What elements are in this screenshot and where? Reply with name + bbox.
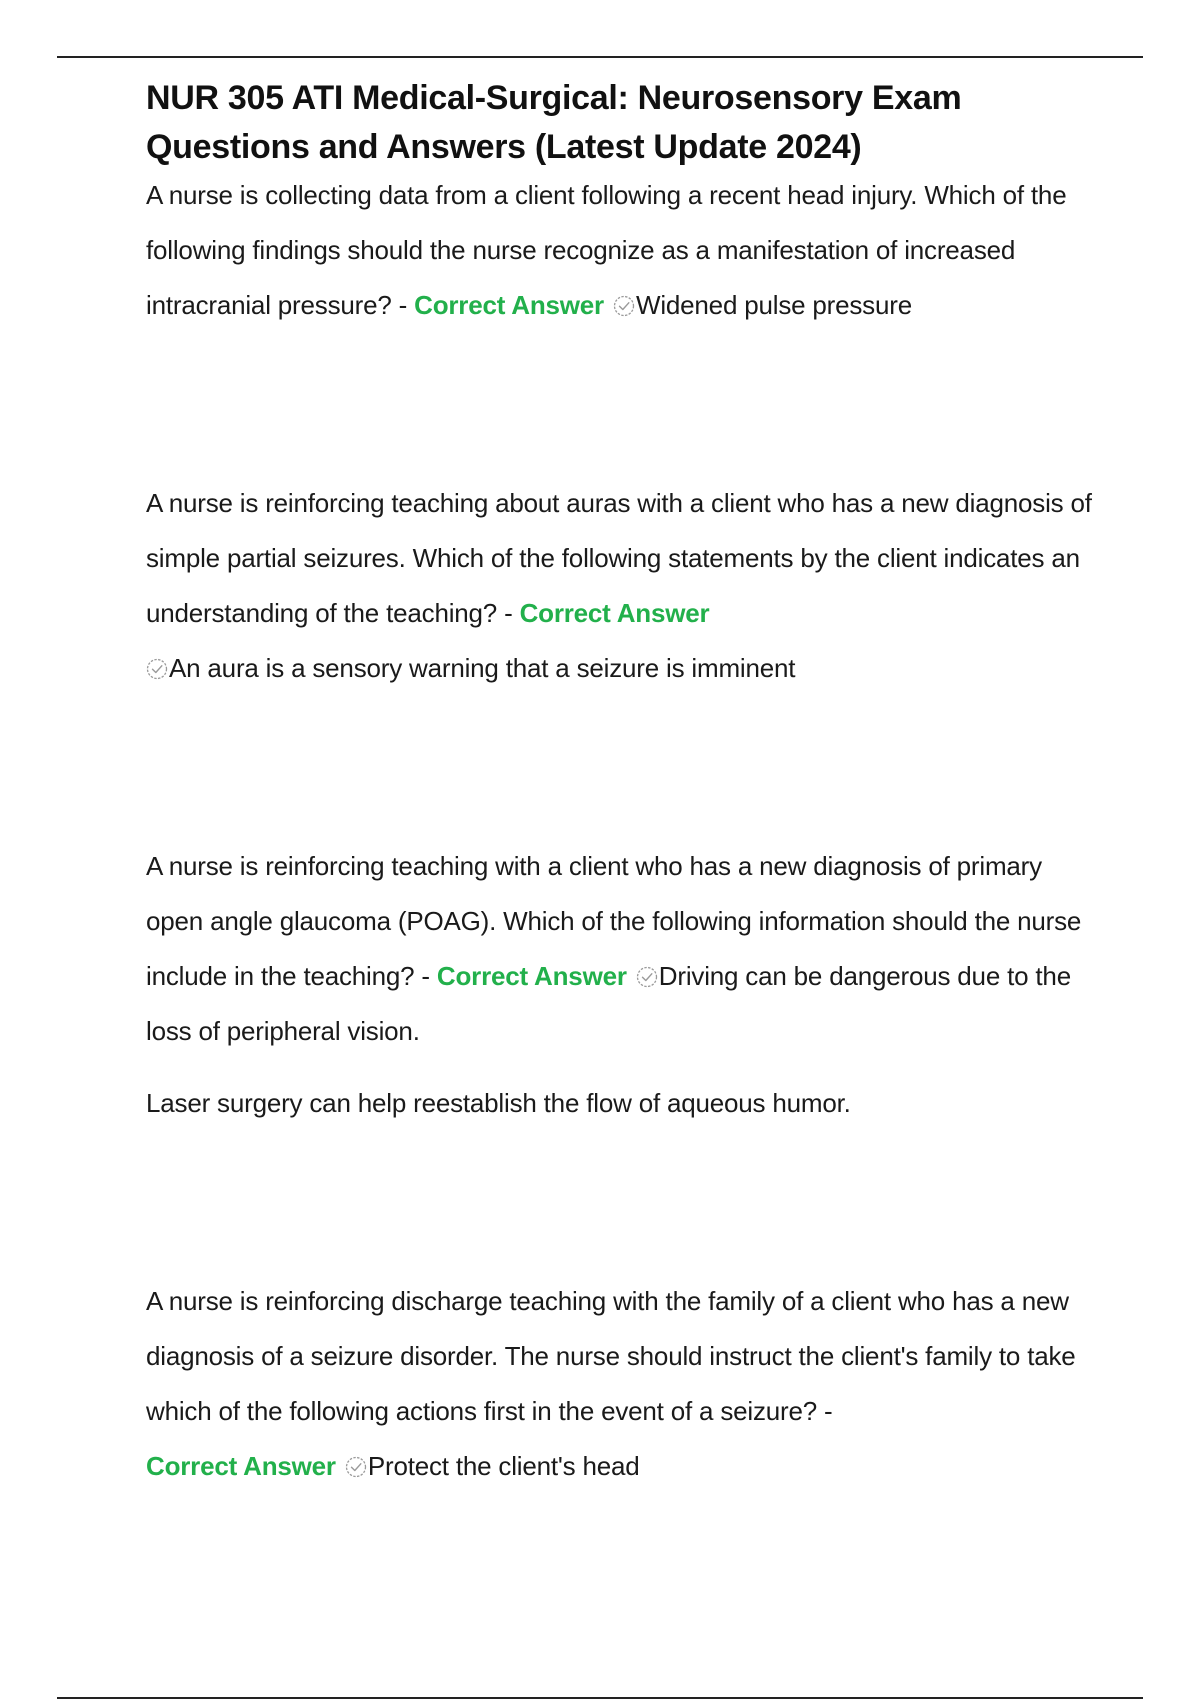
- correct-answer-label: Correct Answer: [414, 290, 604, 320]
- qa-item-2: [146, 476, 1096, 696]
- question-text: A nurse is reinforcing teaching about auras with a client who has a new diagnosis of simple partial seizures. Which of the following statements by the client indicates an understanding of the teaching? -: [146, 488, 1092, 628]
- check-circle-icon: [146, 658, 168, 680]
- qa-item-3: [146, 839, 1096, 1059]
- qa-item-1: [146, 168, 1096, 333]
- answer-text: Widened pulse pressure: [635, 290, 912, 320]
- qa-item-4: [146, 1274, 1096, 1494]
- question-text: A nurse is collecting data from a client following a recent head injury. Which of the following findings should the nurse recognize as a manifestation of increased intracranial pressure? -: [146, 180, 1067, 320]
- check-circle-icon: [613, 295, 635, 317]
- bottom-rule: [57, 1697, 1143, 1699]
- check-circle-icon: [636, 966, 658, 988]
- answer-extra-text: Laser surgery can help reestablish the flow of aqueous humor.: [146, 1088, 851, 1118]
- answer-text: Driving can be dangerous due to the loss of peripheral vision.: [146, 961, 1071, 1046]
- check-circle-icon: [345, 1456, 367, 1478]
- correct-answer-label: Correct Answer: [146, 1451, 336, 1481]
- correct-answer-label: Correct Answer: [519, 598, 710, 628]
- answer-text: Protect the client's head: [367, 1451, 640, 1481]
- answer-text: An aura is a sensory warning that a seizure is imminent: [169, 653, 796, 683]
- top-rule: [57, 56, 1143, 58]
- document-body: [146, 74, 1096, 1494]
- question-text: A nurse is reinforcing discharge teaching with the family of a client who has a new diagnosis of a seizure disorder. The nurse should instruct the client's family to take which of the following actions first in the event of a seizure? -: [146, 1286, 1076, 1426]
- correct-answer-label: Correct Answer: [436, 961, 627, 991]
- document-title: NUR 305 ATI Medical-Surgical: Neurosensory Exam Questions and Answers (Latest Update 2024): [146, 79, 962, 166]
- question-text: A nurse is reinforcing teaching with a client who has a new diagnosis of primary open angle glaucoma (POAG). Which of the following information should the nurse include in the teaching? -: [146, 851, 1082, 991]
